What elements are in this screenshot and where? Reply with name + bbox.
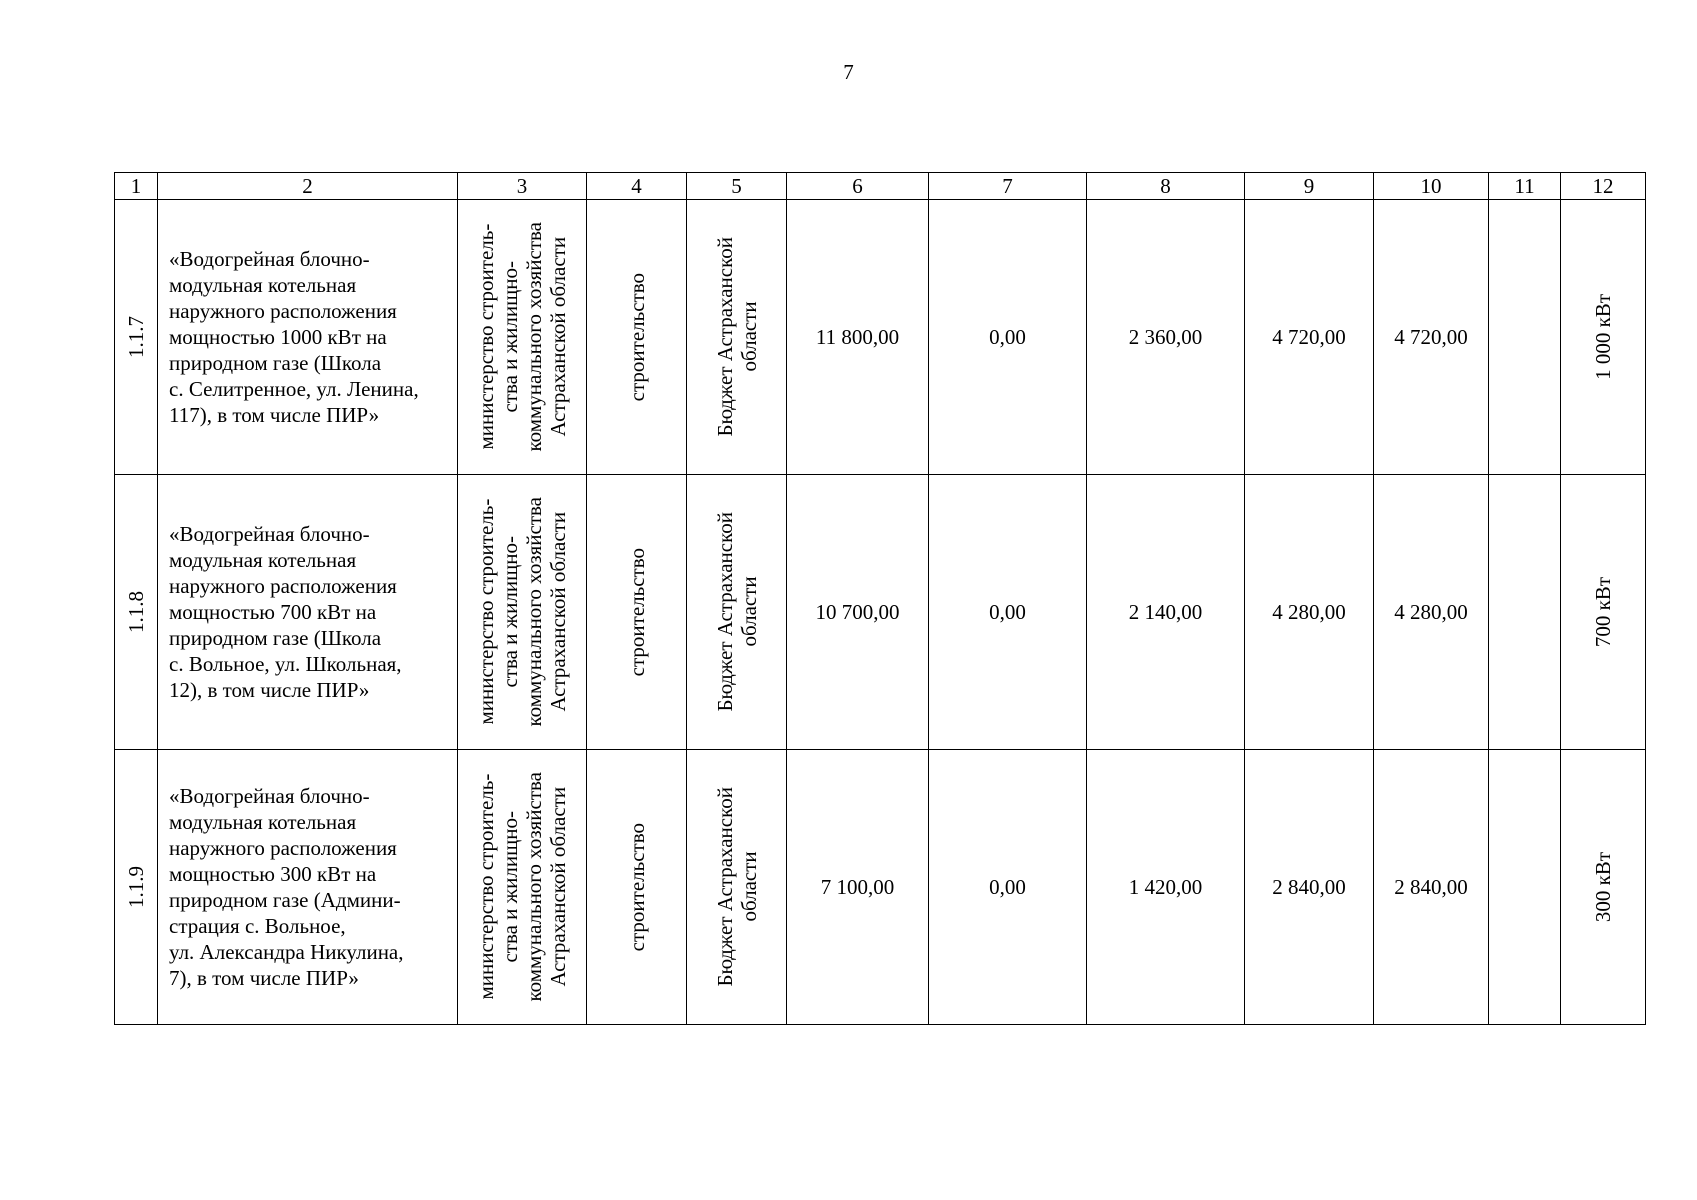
executor <box>474 222 570 452</box>
funding-source-line: области <box>736 851 761 923</box>
row-id: 1.1.7 <box>124 316 148 358</box>
funding-source-cell <box>687 750 787 1025</box>
work-type: строительство <box>624 547 649 677</box>
column-number-7: 7 <box>929 173 1087 200</box>
amount-c8-cell: 2 360,00 <box>1087 200 1245 475</box>
executor-line: ства и жилищно- <box>498 536 522 688</box>
amount-total-cell: 11 800,00 <box>787 200 929 475</box>
capacity-cell <box>1561 200 1646 475</box>
object-name-line: «Водогрейная блочно- <box>169 247 370 271</box>
column-number-2: 2 <box>158 173 458 200</box>
row-id: 1.1.8 <box>124 591 148 633</box>
amount-c10-cell: 4 280,00 <box>1374 475 1489 750</box>
column-number-6: 6 <box>787 173 929 200</box>
executor-line: ства и жилищно- <box>498 261 522 413</box>
executor-cell <box>458 200 587 475</box>
row-id-cell <box>115 200 158 475</box>
object-name-line: страция с. Вольное, <box>169 914 346 938</box>
object-name-line: мощностью 300 кВт на <box>169 862 377 886</box>
work-type-cell <box>587 750 687 1025</box>
executor-line: Астраханской области <box>546 512 570 712</box>
object-name-cell <box>158 750 458 1025</box>
object-name <box>158 521 457 703</box>
funding-source <box>713 237 761 437</box>
object-name-line: природном газе (Школа <box>169 351 382 375</box>
object-name-line: модульная котельная <box>169 273 357 297</box>
row-id-cell <box>115 750 158 1025</box>
executor-line: ства и жилищно- <box>498 811 522 963</box>
capacity: 300 кВт <box>1591 851 1615 923</box>
amount-total-cell: 7 100,00 <box>787 750 929 1025</box>
executor-line: министерство строитель- <box>474 224 498 450</box>
executor-line: Астраханской области <box>546 787 570 987</box>
amount-c9-cell: 4 720,00 <box>1245 200 1374 475</box>
funding-source <box>713 512 761 712</box>
object-name-line: наружного расположения <box>169 299 397 323</box>
table-row <box>115 750 1646 1025</box>
object-name-line: с. Вольное, ул. Школьная, <box>169 652 402 676</box>
work-type-cell <box>587 475 687 750</box>
work-type-cell <box>587 200 687 475</box>
work-type: строительство <box>624 272 649 402</box>
table-row <box>115 200 1646 475</box>
capacity: 1 000 кВт <box>1591 294 1615 380</box>
amount-c7-cell: 0,00 <box>929 475 1087 750</box>
amount-c8-cell: 2 140,00 <box>1087 475 1245 750</box>
object-name-line: 117), в том числе ПИР» <box>169 403 380 427</box>
object-name-line: «Водогрейная блочно- <box>169 522 370 546</box>
object-name-line: модульная котельная <box>169 548 357 572</box>
amount-c8-cell: 1 420,00 <box>1087 750 1245 1025</box>
funding-source-line: области <box>736 576 761 648</box>
amount-c7-cell: 0,00 <box>929 200 1087 475</box>
capacity-cell <box>1561 750 1646 1025</box>
executor-line: министерство строитель- <box>474 499 498 725</box>
object-name-line: с. Селитренное, ул. Ленина, <box>169 377 419 401</box>
executor-cell <box>458 475 587 750</box>
amount-c9-cell: 4 280,00 <box>1245 475 1374 750</box>
page-number: 7 <box>843 60 854 84</box>
column-number-11: 11 <box>1489 173 1561 200</box>
funding-source-cell <box>687 200 787 475</box>
funding-source-cell <box>687 475 787 750</box>
funding-source-line: области <box>736 301 761 373</box>
column-number-12: 12 <box>1561 173 1646 200</box>
executor <box>474 497 570 727</box>
object-name <box>158 246 457 428</box>
column-number-9: 9 <box>1245 173 1374 200</box>
object-name-line: наружного расположения <box>169 836 397 860</box>
object-name-line: 12), в том числе ПИР» <box>169 678 370 702</box>
object-name-line: модульная котельная <box>169 810 357 834</box>
object-name-line: наружного расположения <box>169 574 397 598</box>
executor-line: коммунального хозяйства <box>522 772 546 1002</box>
object-name-line: «Водогрейная блочно- <box>169 784 370 808</box>
executor-line: министерство строитель- <box>474 774 498 1000</box>
column-number-4: 4 <box>587 173 687 200</box>
column-number-10: 10 <box>1374 173 1489 200</box>
program-table <box>114 172 1646 1025</box>
executor-cell <box>458 750 587 1025</box>
executor-line: коммунального хозяйства <box>522 497 546 727</box>
funding-source-line: Бюджет Астраханской <box>712 512 737 712</box>
executor-line: Астраханской области <box>546 237 570 437</box>
object-name-line: 7), в том числе ПИР» <box>169 966 359 990</box>
amount-c7-cell: 0,00 <box>929 750 1087 1025</box>
column-number-1: 1 <box>115 173 158 200</box>
amount-c11-cell <box>1489 200 1561 475</box>
table-row <box>115 475 1646 750</box>
row-id-cell <box>115 475 158 750</box>
column-number-8: 8 <box>1087 173 1245 200</box>
funding-source-line: Бюджет Астраханской <box>712 787 737 987</box>
funding-source <box>713 787 761 987</box>
object-name <box>158 783 457 991</box>
column-number-5: 5 <box>687 173 787 200</box>
executor-line: коммунального хозяйства <box>522 222 546 452</box>
capacity: 700 кВт <box>1591 576 1615 648</box>
object-name-line: природном газе (Админи- <box>169 888 401 912</box>
header-row <box>115 173 1646 200</box>
amount-c11-cell <box>1489 475 1561 750</box>
object-name-line: мощностью 700 кВт на <box>169 600 377 624</box>
column-number-3: 3 <box>458 173 587 200</box>
object-name-cell <box>158 200 458 475</box>
row-id: 1.1.9 <box>124 866 148 908</box>
funding-source-line: Бюджет Астраханской <box>712 237 737 437</box>
amount-c10-cell: 4 720,00 <box>1374 200 1489 475</box>
object-name-line: природном газе (Школа <box>169 626 382 650</box>
amount-c10-cell: 2 840,00 <box>1374 750 1489 1025</box>
amount-c9-cell: 2 840,00 <box>1245 750 1374 1025</box>
object-name-line: мощностью 1000 кВт на <box>169 325 387 349</box>
executor <box>474 772 570 1002</box>
object-name-line: ул. Александра Никулина, <box>169 940 404 964</box>
capacity-cell <box>1561 475 1646 750</box>
work-type: строительство <box>624 822 649 952</box>
amount-total-cell: 10 700,00 <box>787 475 929 750</box>
object-name-cell <box>158 475 458 750</box>
amount-c11-cell <box>1489 750 1561 1025</box>
